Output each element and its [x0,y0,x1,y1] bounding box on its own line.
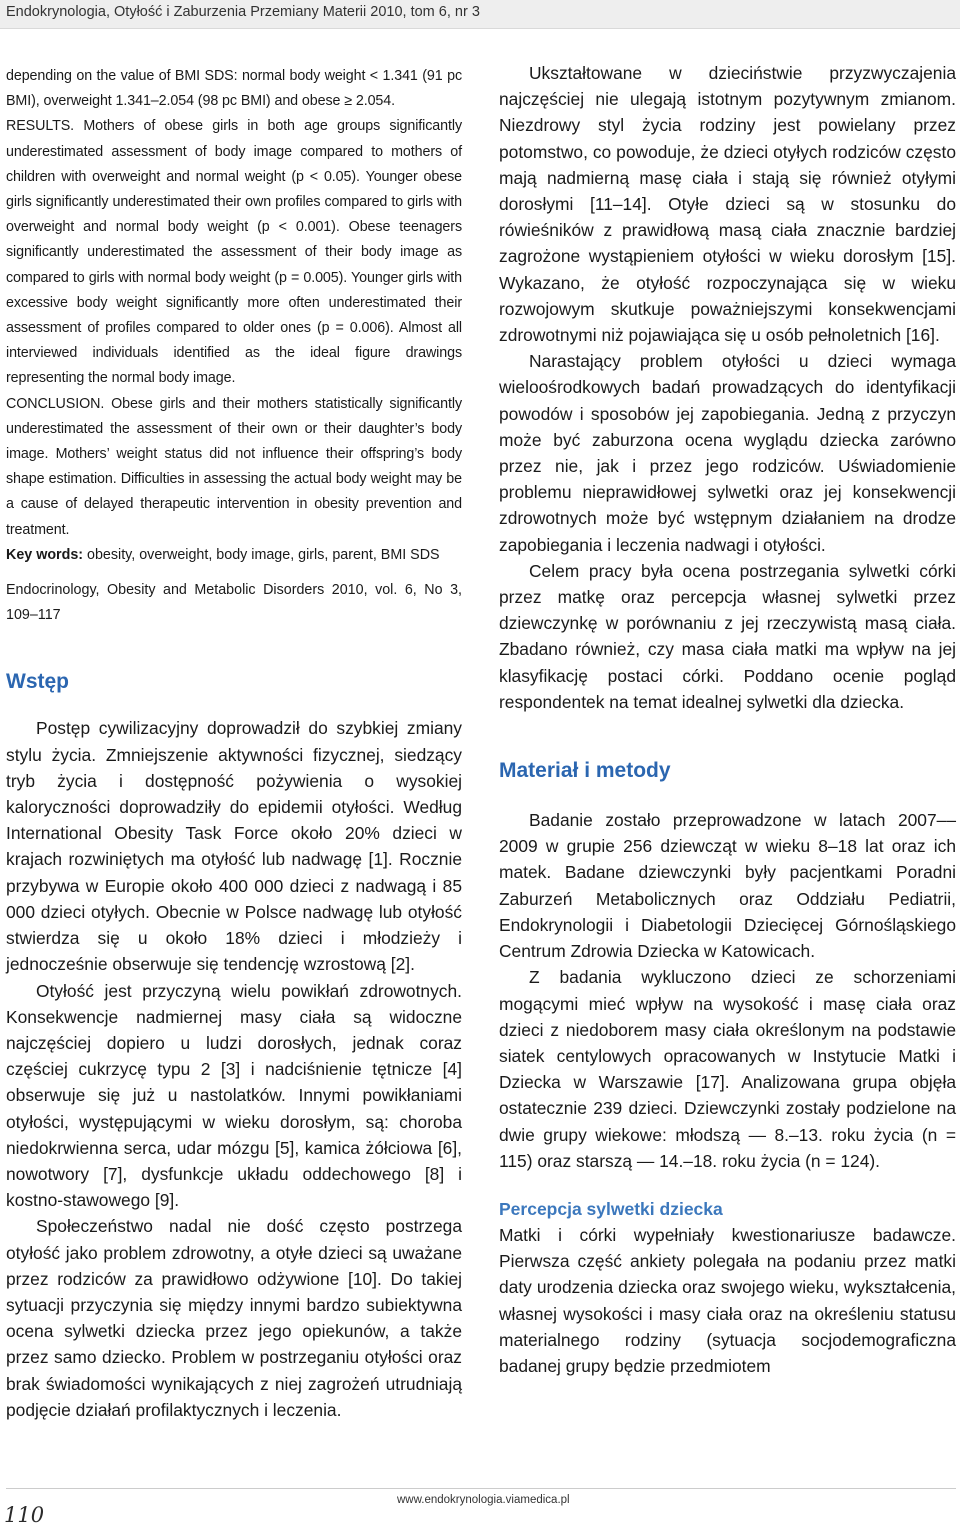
footer-rule [6,1488,956,1489]
abstract-conclusion: CONCLUSION. Obese girls and their mothers statistically significantly underestimated the assessment of their own or their daughter’s body image. Mothers’ weight status did not influence their offspring’s body shape estimation. Difficulties in assessing the actual body weight may be a cause of delayed therapeutic intervention in obesity prevention and treatment. [6,395,462,538]
intro-paragraph-2: Otyłość jest przyczyną wielu powikłań zdrowotnych. Konsekwencje nadmiernej masy ciała są widoczne najczęściej dopiero u ludzi dorosłych, jednak coraz częściej cukrzycę typu 2 [3] i nadciśnienie tętnicze [4] obserwuje się już u nastolatków. Innymi powikłaniami otyłości, występującymi w wieku dorosłym, są: choroba niedokrwienna serca, udar mózgu [5], kamica żółciowa [6], nowotwory [7], dysfunkcje układu oddechowego [8] i kostno-stawowego [9]. [6,980,462,1211]
methods-paragraph-2: Z badania wykluczono dzieci ze schorzeniami mogącymi mieć wpływ na wysokość i masę ciała oraz dzieci z niedoborem masy ciała określonym na podstawie siatek centylowych opracowanych w Instytucie Matki i Dziecka w Warszawie [17]. Analizowana grupa objęła ostatecznie 239 dzieci. Dziewczynki zostały podzielone na dwie grupy wiekowe: młodszą — 8.–13. roku życia (n = 115) oraz starszą — 14.–18. roku życia (n = 124). [499,967,956,1171]
subsection-title-perception: Percepcja sylwetki dziecka [499,1198,723,1219]
right-column [499,60,956,1379]
methods-text [499,807,956,1174]
intro-cont-paragraph-3: Celem pracy była ocena postrzegania sylwetki córki przez matkę oraz percepcja własnej sylwetki przez dziewczynkę w porównaniu z jej rzeczywistą masą ciała. Zbadano również, czy masa ciała matki ma wpływ na jej klasyfikację postaci córki. Poddano ocenie pogląd respondentek na temat idealnej sylwetki dla dziecka. [499,560,956,712]
methods-paragraph-1: Badanie zostało przeprowadzone w latach 2007––2009 w grupie 256 dziewcząt w wieku 8–18 lat oraz ich matek. Badane dziewczynki były pacjentkami Poradni Zaburzeń Metabolicznych oraz Oddziału Pediatrii, Endokrynologii i Diabetologii Dziecięcej Górnośląskiego Centrum Zdrowia Dziecka w Katowicach. [499,810,956,962]
section-title-intro: Wstęp [6,670,69,694]
left-column [6,64,462,1423]
intro-paragraph-3: Społeczeństwo nadal nie dość często postrzega otyłość jako problem zdrowotny, a otyłe dzieci są uważane przez rodziców za prawidłowo odżywione [10]. Do takiej sytuacji przyczynia się między innymi bardzo subiektywna ocena sylwetki dziecka przez jego opiekunów, a także przez samo dziecko. Problem w postrzeganiu otyłości oraz brak świadomości wynikających z niej zagrożeń utrudniają podjęcie działań profilaktycznych i leczenia. [6,1216,462,1420]
running-header-bar [0,0,960,29]
abstract-methods-end: depending on the value of BMI SDS: normal body weight < 1.341 (91 pc BMI), overweight 1.341–2.054 (98 pc BMI) and obese ≥ 2.054. [6,68,462,110]
keywords-line [6,543,462,568]
perception-text [499,1222,956,1379]
intro-paragraph-1: Postęp cywilizacyjny doprowadził do szybkiej zmiany stylu życia. Zmniejszenie aktywności fizycznej, siedzący tryb życia i dostępność pożywienia o wysokiej kaloryczności doprowadziły do epidemii otyłości. Według International Obesity Task Force około 20% dzieci w krajach rozwiniętych ma otyłość lub nadwagę [1]. Rocznie przybywa w Europie około 400 000 dzieci z nadwagą i 85 000 dzieci otyłych. Obecnie w Polsce nadwagę lub otyłość stwierdza się u około 18% dzieci i młodzieży i jednocześnie obserwuje się tendencję wzrostową [2]. [6,718,462,975]
perception-paragraph-1: Matki i córki wypełniały kwestionariusze badawcze. Pierwsza część ankiety polegała na podaniu przez matki daty urodzenia dziecka oraz swojego wieku, wykształcenia, własnej wysokości i masy ciała oraz na określeniu statusu materialnego rodziny (sytuacja socjodemograficzna badanej grupy będzie przedmiotem [499,1224,956,1376]
keywords-label: Key words: [6,546,84,563]
abstract-results: RESULTS. Mothers of obese girls in both age groups significantly underestimated assessment of body image compared to mothers of children with overweight and normal weight (p < 0.05). Younger obese girls significantly underestimated their own profiles compared to girls with overweight and normal body weight (p < 0.001). Obese teenagers significantly underestimated the assessment of their body image as compared to girls with normal body weight (p = 0.005). Younger girls with excessive body weight significantly more often underestimated their assessment of profiles compared to older ones (p = 0.006). Almost all interviewed individuals identified as the ideal figure drawings representing the normal body image. [6,118,462,387]
citation-line: Endocrinology, Obesity and Metabolic Disorders 2010, vol. 6, No 3, 109–117 [6,582,462,624]
page-number: 110 [4,1503,45,1527]
running-title: Endokrynologia, Otyłość i Zaburzenia Przemiany Materii 2010, tom 6, nr 3 [6,4,480,20]
section-title-methods: Materiał i metody [499,759,671,783]
abstract-block [6,64,462,543]
intro-cont-paragraph-2: Narastający problem otyłości u dzieci wymaga wieloośrodkowych badań prowadzących do identyfikacji powodów i sposobów jej zapobiegania. Jedną z przyczyn może być zaburzona ocena wyglądu dziecka zarówno przez nie, jak i przez jego rodziców. Uświadomienie problemu nieprawidłowej sylwetki oraz jej konsekwencji zdrowotnych może być wstępnym działaniem na drodze zapobiegania i leczenia nadwagi i otyłości. [499,351,956,555]
keywords-text: obesity, overweight, body image, girls, parent, BMI SDS [83,546,440,563]
intro-cont-paragraph-1: Ukształtowane w dzieciństwie przyzwyczajenia najczęściej nie ulegają istotnym pozytywnym zmianom. Niezdrowy styl życia rodziny jest powielany przez potomstwo, co powoduje, że dzieci otyłych rodziców często mają nadmierną masę ciała i stają się również otyłymi dorosłymi [11–14]. Otyłe dzieci są w stosunku do rówieśników z prawidłową masą ciała znacznie bardziej zagrożone wystąpieniem otyłości w wieku dorosłym [15]. Wykazano, że otyłość rozpoczynająca się w wieku rozwojowym skutkuje poważniejszymi konsekwencjami zdrowotnymi niż pojawiająca się u osób pełnoletnich [16]. [499,63,956,346]
intro-text [6,715,462,1422]
journal-url: www.endokrynologia.viamedica.pl [397,1494,570,1506]
intro-continued-text [499,60,956,715]
